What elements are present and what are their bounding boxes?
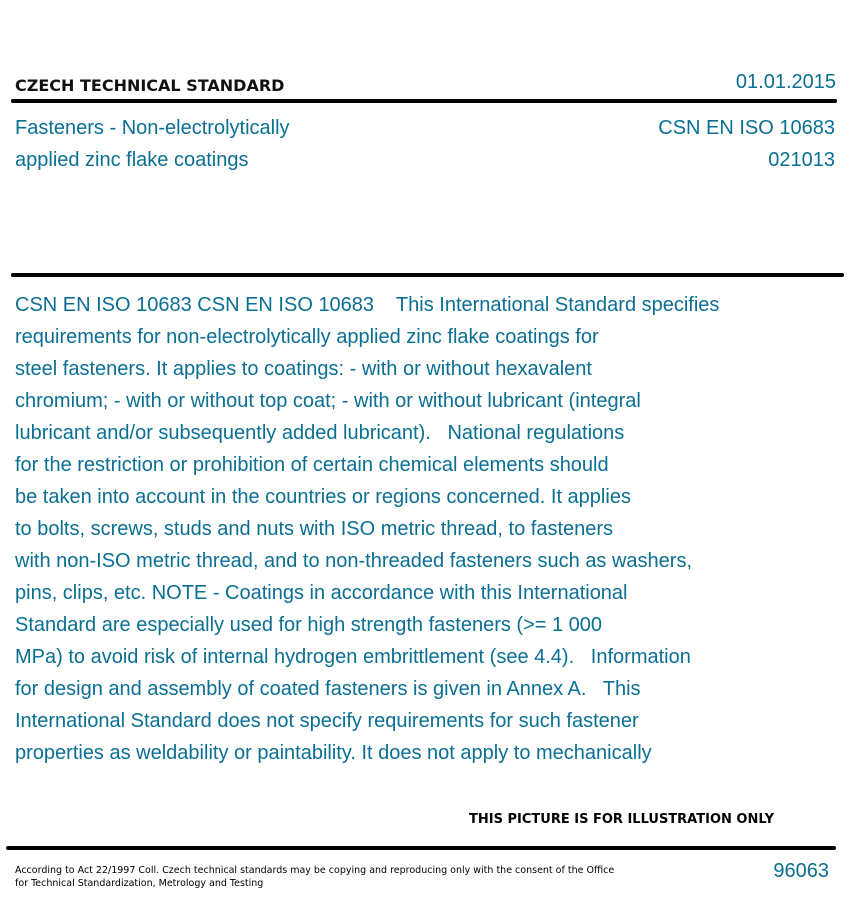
standard-type-label: CZECH TECHNICAL STANDARD	[15, 76, 285, 95]
document-title-line-1: Fasteners - Non-electrolytically	[15, 117, 290, 139]
catalog-number: 96063	[773, 860, 829, 882]
header-divider	[11, 99, 837, 103]
abstract-line: with non-ISO metric thread, and to non-threaded fasteners such as washers,	[15, 550, 693, 572]
legal-notice	[15, 864, 615, 890]
abstract-line: steel fasteners. It applies to coatings: - with or without hexavalent	[15, 358, 592, 380]
abstract-line: lubricant and/or subsequently added lubricant). National regulations	[15, 422, 625, 444]
abstract-line: chromium; - with or without top coat; - with or without lubricant (integral	[15, 390, 641, 412]
legal-notice-line-2: for Technical Standardization, Metrology and Testing	[15, 878, 264, 889]
abstract-line: properties as weldability or paintability. It does not apply to mechanically	[15, 742, 652, 764]
abstract-line: to bolts, screws, studs and nuts with ISO metric thread, to fasteners	[15, 518, 614, 540]
abstract-line: for design and assembly of coated fasteners is given in Annex A. This	[15, 678, 641, 700]
abstract-line: be taken into account in the countries or regions concerned. It applies	[15, 486, 631, 508]
abstract-line: CSN EN ISO 10683 CSN EN ISO 10683 This International Standard specifies	[15, 294, 720, 316]
publication-date: 01.01.2015	[735, 71, 836, 93]
abstract-line: pins, clips, etc. NOTE - Coatings in accordance with this International	[15, 582, 628, 604]
abstract-line: Standard are especially used for high strength fasteners (>= 1 000	[15, 614, 603, 636]
abstract-line: MPa) to avoid risk of internal hydrogen embrittlement (see 4.4). Information	[15, 646, 691, 668]
title-divider	[11, 273, 844, 277]
abstract-text	[15, 289, 815, 769]
footer-divider	[6, 846, 836, 850]
standard-code: CSN EN ISO 10683	[658, 117, 835, 139]
abstract-line: for the restriction or prohibition of certain chemical elements should	[15, 454, 609, 476]
classification-number: 021013	[768, 149, 835, 171]
abstract-line: requirements for non-electrolytically applied zinc flake coatings for	[15, 326, 599, 348]
abstract-line: International Standard does not specify requirements for such fastener	[15, 710, 639, 732]
legal-notice-line-1: According to Act 22/1997 Coll. Czech technical standards may be copying and reproducing only with the consent of the Office	[15, 865, 615, 876]
document-title-line-2: applied zinc flake coatings	[15, 149, 249, 171]
illustration-disclaimer: THIS PICTURE IS FOR ILLUSTRATION ONLY	[469, 812, 774, 827]
